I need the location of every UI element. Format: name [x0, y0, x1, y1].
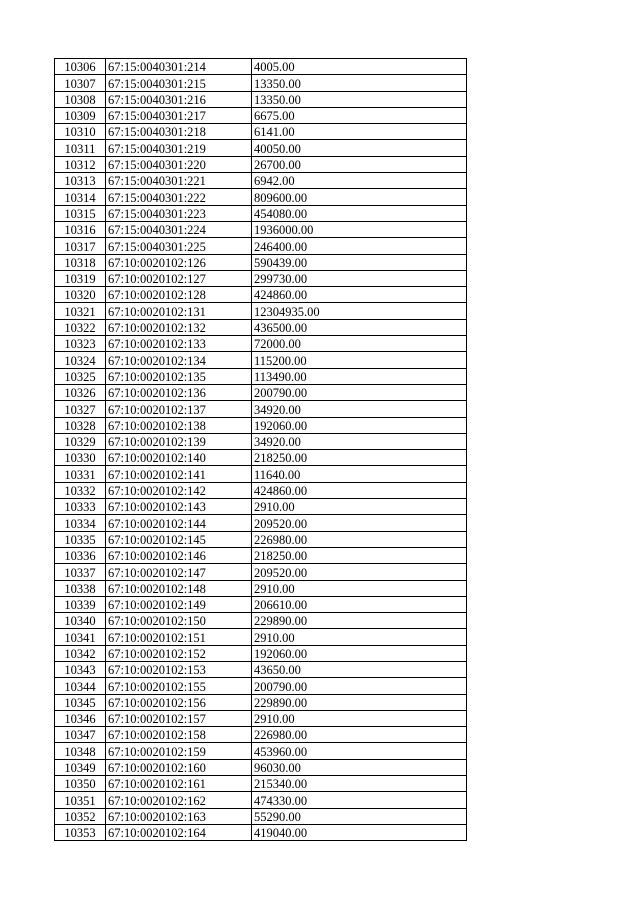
cadastral-number-cell: 67:10:0020102:162	[106, 792, 252, 808]
cadastral-number-cell: 67:15:0040301:218	[106, 124, 252, 140]
row-number-cell: 10317	[55, 238, 106, 254]
value-cell: 218250.00	[252, 547, 467, 563]
row-number-cell: 10307	[55, 75, 106, 91]
cadastral-number-cell: 67:10:0020102:151	[106, 629, 252, 645]
cadastral-number-cell: 67:10:0020102:160	[106, 759, 252, 775]
value-cell: 424860.00	[252, 482, 467, 498]
cadastral-number-cell: 67:10:0020102:138	[106, 417, 252, 433]
value-cell: 113490.00	[252, 368, 467, 384]
row-number-cell: 10337	[55, 564, 106, 580]
table-row	[55, 238, 467, 254]
cadastral-number-cell: 67:15:0040301:225	[106, 238, 252, 254]
cadastral-number-cell: 67:10:0020102:146	[106, 547, 252, 563]
cadastral-number-cell: 67:10:0020102:140	[106, 450, 252, 466]
value-cell: 1936000.00	[252, 221, 467, 237]
row-number-cell: 10332	[55, 482, 106, 498]
value-cell: 474330.00	[252, 792, 467, 808]
value-cell: 215340.00	[252, 776, 467, 792]
row-number-cell: 10335	[55, 531, 106, 547]
row-number-cell: 10329	[55, 433, 106, 449]
row-number-cell: 10348	[55, 743, 106, 759]
value-cell: 2910.00	[252, 499, 467, 515]
table-row	[55, 645, 467, 661]
cadastral-number-cell: 67:10:0020102:163	[106, 808, 252, 824]
table-row	[55, 352, 467, 368]
cadastral-number-cell: 67:10:0020102:139	[106, 433, 252, 449]
table-row	[55, 336, 467, 352]
table-row	[55, 124, 467, 140]
value-cell: 96030.00	[252, 759, 467, 775]
cadastral-number-cell: 67:15:0040301:217	[106, 107, 252, 123]
cadastral-number-cell: 67:15:0040301:214	[106, 59, 252, 75]
cadastral-number-cell: 67:15:0040301:221	[106, 173, 252, 189]
cadastral-number-cell: 67:10:0020102:156	[106, 694, 252, 710]
cadastral-number-cell: 67:10:0020102:131	[106, 303, 252, 319]
row-number-cell: 10342	[55, 645, 106, 661]
row-number-cell: 10325	[55, 368, 106, 384]
table-row	[55, 547, 467, 563]
cadastral-number-cell: 67:10:0020102:164	[106, 824, 252, 840]
row-number-cell: 10338	[55, 580, 106, 596]
table-row	[55, 107, 467, 123]
table-row	[55, 531, 467, 547]
value-cell: 226980.00	[252, 727, 467, 743]
row-number-cell: 10315	[55, 205, 106, 221]
table-row	[55, 156, 467, 172]
cadastral-number-cell: 67:10:0020102:145	[106, 531, 252, 547]
value-cell: 11640.00	[252, 466, 467, 482]
row-number-cell: 10334	[55, 515, 106, 531]
table-row	[55, 270, 467, 286]
value-cell: 34920.00	[252, 433, 467, 449]
cadastral-number-cell: 67:10:0020102:161	[106, 776, 252, 792]
row-number-cell: 10333	[55, 499, 106, 515]
table-row	[55, 450, 467, 466]
cadastral-number-cell: 67:10:0020102:152	[106, 645, 252, 661]
value-cell: 200790.00	[252, 384, 467, 400]
value-cell: 6675.00	[252, 107, 467, 123]
row-number-cell: 10314	[55, 189, 106, 205]
table-row	[55, 661, 467, 677]
table-row	[55, 808, 467, 824]
value-cell: 453960.00	[252, 743, 467, 759]
row-number-cell: 10319	[55, 270, 106, 286]
table-row	[55, 580, 467, 596]
row-number-cell: 10351	[55, 792, 106, 808]
row-number-cell: 10326	[55, 384, 106, 400]
value-cell: 13350.00	[252, 91, 467, 107]
cadastral-number-cell: 67:10:0020102:157	[106, 710, 252, 726]
table-row	[55, 710, 467, 726]
row-number-cell: 10318	[55, 254, 106, 270]
table-row	[55, 596, 467, 612]
value-cell: 590439.00	[252, 254, 467, 270]
table-row	[55, 368, 467, 384]
row-number-cell: 10343	[55, 661, 106, 677]
value-cell: 424860.00	[252, 287, 467, 303]
table-row	[55, 303, 467, 319]
table-row	[55, 433, 467, 449]
value-cell: 192060.00	[252, 645, 467, 661]
cadastral-number-cell: 67:10:0020102:136	[106, 384, 252, 400]
value-cell: 454080.00	[252, 205, 467, 221]
row-number-cell: 10353	[55, 824, 106, 840]
value-cell: 226980.00	[252, 531, 467, 547]
value-cell: 192060.00	[252, 417, 467, 433]
cadastral-number-cell: 67:10:0020102:128	[106, 287, 252, 303]
value-cell: 809600.00	[252, 189, 467, 205]
row-number-cell: 10316	[55, 221, 106, 237]
table-row	[55, 776, 467, 792]
row-number-cell: 10321	[55, 303, 106, 319]
row-number-cell: 10341	[55, 629, 106, 645]
table-row	[55, 205, 467, 221]
table-row	[55, 173, 467, 189]
value-cell: 436500.00	[252, 319, 467, 335]
cadastral-number-cell: 67:10:0020102:142	[106, 482, 252, 498]
row-number-cell: 10350	[55, 776, 106, 792]
table-row	[55, 824, 467, 840]
value-cell: 246400.00	[252, 238, 467, 254]
row-number-cell: 10320	[55, 287, 106, 303]
value-cell: 2910.00	[252, 710, 467, 726]
value-cell: 2910.00	[252, 629, 467, 645]
cadastral-number-cell: 67:10:0020102:150	[106, 613, 252, 629]
table-body	[55, 59, 467, 841]
cadastral-number-cell: 67:10:0020102:133	[106, 336, 252, 352]
table-row	[55, 221, 467, 237]
cadastral-number-cell: 67:15:0040301:215	[106, 75, 252, 91]
row-number-cell: 10336	[55, 547, 106, 563]
table-row	[55, 678, 467, 694]
row-number-cell: 10349	[55, 759, 106, 775]
row-number-cell: 10340	[55, 613, 106, 629]
value-cell: 115200.00	[252, 352, 467, 368]
value-cell: 229890.00	[252, 694, 467, 710]
table-row	[55, 75, 467, 91]
value-cell: 218250.00	[252, 450, 467, 466]
table-row	[55, 91, 467, 107]
table-row	[55, 466, 467, 482]
table-row	[55, 759, 467, 775]
table-row	[55, 743, 467, 759]
cadastral-number-cell: 67:10:0020102:141	[106, 466, 252, 482]
table-row	[55, 499, 467, 515]
row-number-cell: 10346	[55, 710, 106, 726]
row-number-cell: 10312	[55, 156, 106, 172]
value-cell: 55290.00	[252, 808, 467, 824]
cadastral-value-table	[54, 58, 467, 841]
cadastral-number-cell: 67:10:0020102:153	[106, 661, 252, 677]
table-row	[55, 727, 467, 743]
table-row	[55, 792, 467, 808]
row-number-cell: 10330	[55, 450, 106, 466]
value-cell: 419040.00	[252, 824, 467, 840]
row-number-cell: 10352	[55, 808, 106, 824]
cadastral-number-cell: 67:10:0020102:144	[106, 515, 252, 531]
cadastral-number-cell: 67:10:0020102:137	[106, 401, 252, 417]
table-row	[55, 384, 467, 400]
value-cell: 2910.00	[252, 580, 467, 596]
row-number-cell: 10344	[55, 678, 106, 694]
value-cell: 209520.00	[252, 515, 467, 531]
row-number-cell: 10328	[55, 417, 106, 433]
value-cell: 43650.00	[252, 661, 467, 677]
table-row	[55, 417, 467, 433]
value-cell: 206610.00	[252, 596, 467, 612]
cadastral-number-cell: 67:10:0020102:134	[106, 352, 252, 368]
table-row	[55, 319, 467, 335]
row-number-cell: 10324	[55, 352, 106, 368]
table-row	[55, 140, 467, 156]
row-number-cell: 10313	[55, 173, 106, 189]
cadastral-number-cell: 67:15:0040301:216	[106, 91, 252, 107]
table-row	[55, 254, 467, 270]
cadastral-number-cell: 67:10:0020102:148	[106, 580, 252, 596]
value-cell: 4005.00	[252, 59, 467, 75]
table-row	[55, 189, 467, 205]
value-cell: 200790.00	[252, 678, 467, 694]
value-cell: 34920.00	[252, 401, 467, 417]
value-cell: 40050.00	[252, 140, 467, 156]
table-row	[55, 287, 467, 303]
value-cell: 72000.00	[252, 336, 467, 352]
cadastral-number-cell: 67:10:0020102:149	[106, 596, 252, 612]
row-number-cell: 10345	[55, 694, 106, 710]
cadastral-number-cell: 67:15:0040301:222	[106, 189, 252, 205]
cadastral-number-cell: 67:10:0020102:132	[106, 319, 252, 335]
table-row	[55, 564, 467, 580]
table-row	[55, 515, 467, 531]
value-cell: 299730.00	[252, 270, 467, 286]
row-number-cell: 10306	[55, 59, 106, 75]
cadastral-number-cell: 67:10:0020102:155	[106, 678, 252, 694]
cadastral-number-cell: 67:10:0020102:147	[106, 564, 252, 580]
cadastral-number-cell: 67:10:0020102:158	[106, 727, 252, 743]
table-row	[55, 482, 467, 498]
cadastral-number-cell: 67:15:0040301:220	[106, 156, 252, 172]
cadastral-number-cell: 67:10:0020102:135	[106, 368, 252, 384]
row-number-cell: 10331	[55, 466, 106, 482]
row-number-cell: 10339	[55, 596, 106, 612]
cadastral-number-cell: 67:10:0020102:159	[106, 743, 252, 759]
table-row	[55, 613, 467, 629]
cadastral-number-cell: 67:10:0020102:143	[106, 499, 252, 515]
cadastral-number-cell: 67:15:0040301:223	[106, 205, 252, 221]
cadastral-number-cell: 67:15:0040301:219	[106, 140, 252, 156]
row-number-cell: 10327	[55, 401, 106, 417]
cadastral-number-cell: 67:15:0040301:224	[106, 221, 252, 237]
table-row	[55, 694, 467, 710]
row-number-cell: 10310	[55, 124, 106, 140]
row-number-cell: 10311	[55, 140, 106, 156]
value-cell: 26700.00	[252, 156, 467, 172]
row-number-cell: 10322	[55, 319, 106, 335]
row-number-cell: 10309	[55, 107, 106, 123]
value-cell: 6942.00	[252, 173, 467, 189]
cadastral-number-cell: 67:10:0020102:126	[106, 254, 252, 270]
value-cell: 229890.00	[252, 613, 467, 629]
value-cell: 209520.00	[252, 564, 467, 580]
row-number-cell: 10323	[55, 336, 106, 352]
table-row	[55, 59, 467, 75]
table-row	[55, 401, 467, 417]
cadastral-number-cell: 67:10:0020102:127	[106, 270, 252, 286]
row-number-cell: 10347	[55, 727, 106, 743]
value-cell: 6141.00	[252, 124, 467, 140]
value-cell: 12304935.00	[252, 303, 467, 319]
row-number-cell: 10308	[55, 91, 106, 107]
table-row	[55, 629, 467, 645]
value-cell: 13350.00	[252, 75, 467, 91]
